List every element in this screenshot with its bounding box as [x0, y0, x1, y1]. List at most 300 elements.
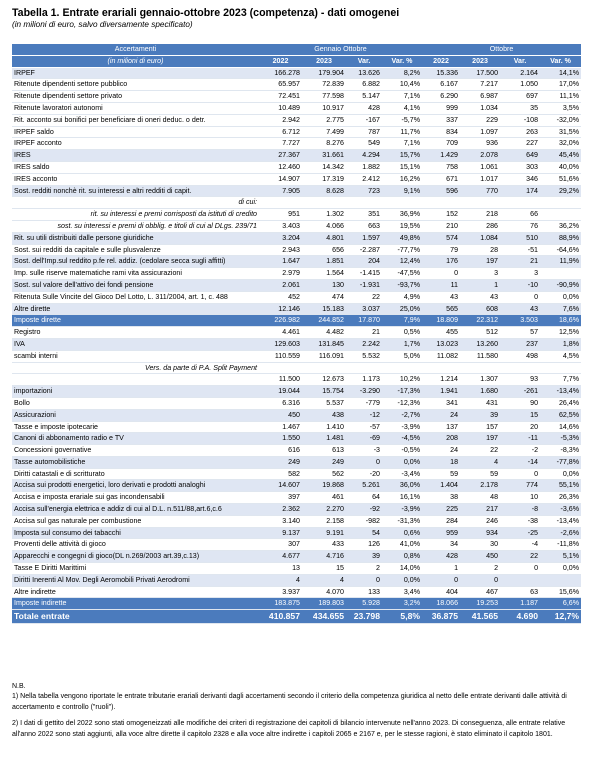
row-value: 1.050 [500, 79, 540, 91]
table-row [12, 539, 581, 551]
row-label: Ritenute dipendenti settore pubblico [12, 79, 259, 91]
row-value: 0,5% [382, 327, 422, 339]
row-value: 14,1% [540, 67, 581, 79]
row-value: 15.336 [422, 67, 460, 79]
row-value: 936 [460, 138, 500, 150]
row-value: 72.839 [302, 79, 346, 91]
table-row [12, 173, 581, 185]
row-value: 0,0% [540, 468, 581, 480]
row-value: 1.214 [422, 374, 460, 386]
row-value: 770 [460, 185, 500, 197]
row-value: 62,5% [540, 409, 581, 421]
row-value: 54 [346, 527, 382, 539]
row-value: 467 [460, 586, 500, 598]
row-value: 656 [302, 244, 346, 256]
note-nb: N.B. [12, 683, 26, 690]
row-value: 951 [259, 209, 302, 221]
row-value: 79 [422, 244, 460, 256]
row-value: 346 [500, 173, 540, 185]
row-value: -167 [346, 114, 382, 126]
row-value: 671 [422, 173, 460, 185]
row-value: 0 [346, 574, 382, 586]
row-value: -13,4% [540, 515, 581, 527]
row-value [540, 197, 581, 209]
row-label: Apparecchi e congegni di gioco(DL n.269/2003 art.39,c.13) [12, 551, 259, 563]
row-label: sost. su interessi e premi di obblig. e titoli di cui al DLgs. 239/71 [12, 220, 259, 232]
row-value: 65.957 [259, 79, 302, 91]
row-value: -31,3% [382, 515, 422, 527]
row-value: 613 [302, 445, 346, 457]
row-value: 93 [500, 374, 540, 386]
row-value: 41,0% [382, 539, 422, 551]
row-value: 34 [422, 539, 460, 551]
row-value: 7.905 [259, 185, 302, 197]
row-value: -20 [346, 468, 382, 480]
row-value: 1.851 [302, 256, 346, 268]
row-value: -77,7% [382, 244, 422, 256]
row-value: 4,1% [382, 102, 422, 114]
row-value: 4.716 [302, 551, 346, 563]
row-value: 709 [422, 138, 460, 150]
row-value: -25 [500, 527, 540, 539]
table-row [12, 386, 581, 398]
table-row [12, 598, 581, 610]
row-value [540, 362, 581, 374]
row-value: 1,7% [382, 338, 422, 350]
header-col: 2022 [259, 55, 302, 67]
row-value: 834 [422, 126, 460, 138]
row-label: Sost. dell'Imp.sul reddito p.fe rel. addiz. (cedolare secca sugli affitti) [12, 256, 259, 268]
row-label: Rit. su utili distribuiti dalle persone giuridiche [12, 232, 259, 244]
row-value: 166.278 [259, 67, 302, 79]
row-value: 2.242 [346, 338, 382, 350]
row-label: Sost. sui redditi da capitale e sulle plusvalenze [12, 244, 259, 256]
row-value: 23.798 [346, 610, 382, 624]
row-label: importazioni [12, 386, 259, 398]
row-value: 3,2% [382, 598, 422, 610]
row-value [540, 574, 581, 586]
row-value: 0,0% [382, 456, 422, 468]
row-value: 10.917 [302, 102, 346, 114]
row-value: 461 [302, 492, 346, 504]
row-value: 4.461 [259, 327, 302, 339]
row-value: 131.845 [302, 338, 346, 350]
row-value: 6.290 [422, 91, 460, 103]
row-label: rit. su interessi e premi corrisposti da istituti di credito [12, 209, 259, 221]
row-value: 28 [460, 244, 500, 256]
row-value [460, 362, 500, 374]
row-value: 11 [422, 279, 460, 291]
row-value: 179.904 [302, 67, 346, 79]
table-row [12, 102, 581, 114]
table-row [12, 445, 581, 457]
row-value: 582 [259, 468, 302, 480]
row-value: 152 [422, 209, 460, 221]
row-value: -4 [500, 539, 540, 551]
row-value: 90 [500, 397, 540, 409]
row-value: -8 [500, 504, 540, 516]
row-value: 2.775 [302, 114, 346, 126]
row-value: -14 [500, 456, 540, 468]
row-value: 13.023 [422, 338, 460, 350]
row-value: 51,6% [540, 173, 581, 185]
row-value: -64,6% [540, 244, 581, 256]
row-value: -5,3% [540, 433, 581, 445]
header-row-groups [12, 44, 581, 55]
row-value: 43 [422, 291, 460, 303]
row-value: 450 [460, 551, 500, 563]
row-value: 307 [259, 539, 302, 551]
row-value [346, 197, 382, 209]
row-value: -38 [500, 515, 540, 527]
row-value: 8,2% [382, 67, 422, 79]
row-value: 0,0% [540, 291, 581, 303]
row-value: 157 [460, 421, 500, 433]
row-value: 303 [500, 161, 540, 173]
row-label: Accisa sul gas naturale per combustione [12, 515, 259, 527]
row-value [500, 362, 540, 374]
table-row [12, 126, 581, 138]
row-value: 284 [422, 515, 460, 527]
row-value [346, 362, 382, 374]
row-value: 9.137 [259, 527, 302, 539]
table-row [12, 209, 581, 221]
table-row [12, 409, 581, 421]
row-value: 126 [346, 539, 382, 551]
row-value: -3 [346, 445, 382, 457]
header-col: Var. [346, 55, 382, 67]
row-value: -8,3% [540, 445, 581, 457]
row-value: -11 [500, 433, 540, 445]
row-value: 137 [422, 421, 460, 433]
row-value: 16,2% [382, 173, 422, 185]
row-value: 562 [302, 468, 346, 480]
row-label: Bollo [12, 397, 259, 409]
row-value: 1.404 [422, 480, 460, 492]
row-value: 5.537 [302, 397, 346, 409]
row-value: 14,0% [382, 563, 422, 575]
row-value: 32,0% [540, 138, 581, 150]
row-value: -779 [346, 397, 382, 409]
row-value: 21 [500, 256, 540, 268]
row-label: Rit. acconto sui bonifici per beneficiare di oneri deduc. o detr. [12, 114, 259, 126]
table-row [12, 468, 581, 480]
row-value [500, 574, 540, 586]
row-value: 4.070 [302, 586, 346, 598]
row-value: 27.367 [259, 150, 302, 162]
table-subtitle: (in milioni di euro, salvo diversamente specificato) [12, 20, 193, 29]
row-value: -3,9% [382, 504, 422, 516]
row-value [259, 362, 302, 374]
row-value: 18.809 [422, 315, 460, 327]
row-label: IRES [12, 150, 259, 162]
row-value: 434.655 [302, 610, 346, 624]
table-row [12, 563, 581, 575]
row-value: 4,9% [382, 291, 422, 303]
row-value: -2,6% [540, 527, 581, 539]
row-value: -1.415 [346, 268, 382, 280]
row-value: -77,8% [540, 456, 581, 468]
row-value: 337 [422, 114, 460, 126]
row-value: 999 [422, 102, 460, 114]
row-value: -57 [346, 421, 382, 433]
row-label: IRES saldo [12, 161, 259, 173]
row-value: 433 [302, 539, 346, 551]
row-value: 10.489 [259, 102, 302, 114]
row-value: 19.868 [302, 480, 346, 492]
table-row [12, 350, 581, 362]
row-value: 76 [500, 220, 540, 232]
row-value: 7.727 [259, 138, 302, 150]
row-value: 21 [346, 327, 382, 339]
row-label: IRPEF acconto [12, 138, 259, 150]
row-value: 1.097 [460, 126, 500, 138]
row-value: 1 [422, 563, 460, 575]
row-value [460, 197, 500, 209]
row-value: 787 [346, 126, 382, 138]
row-value: 2.078 [460, 150, 500, 162]
row-value: 8.276 [302, 138, 346, 150]
row-label: Ritenuta Sulle Vincite del Gioco Del Lotto, L. 311/2004, art. 1, c. 488 [12, 291, 259, 303]
header-group-gennaio-ottobre: Gennaio Ottobre [259, 44, 422, 55]
row-value: -92 [346, 504, 382, 516]
row-label: Ritenute dipendenti settore privato [12, 91, 259, 103]
row-value: -12,3% [382, 397, 422, 409]
row-value: -13,4% [540, 386, 581, 398]
row-value: 1.467 [259, 421, 302, 433]
row-value: 4,5% [540, 350, 581, 362]
row-value: 246 [460, 515, 500, 527]
row-value: 450 [259, 409, 302, 421]
row-value: 11,1% [540, 91, 581, 103]
row-value: 0,0% [540, 563, 581, 575]
row-label: Diritti Inerenti Al Mov. Degli Aeromobili Privati Aerodromi [12, 574, 259, 586]
row-value: 9.191 [302, 527, 346, 539]
row-value: -12 [346, 409, 382, 421]
row-value: 663 [346, 220, 382, 232]
row-value: 237 [500, 338, 540, 350]
row-value: 38 [422, 492, 460, 504]
row-value: 3.937 [259, 586, 302, 598]
row-label: Imposte indirette [12, 598, 259, 610]
note-1: 1) Nella tabella vengono riportate le entrate tributarie erariali derivanti dagli accertamenti secondo il criterio della competenza giuridica al netto delle entrate derivanti dalle attività di accertamento e controllo ("ruoli"). [12, 693, 567, 711]
table-row [12, 150, 581, 162]
row-value: -11,8% [540, 539, 581, 551]
row-value [382, 362, 422, 374]
row-value: 5,1% [540, 551, 581, 563]
row-value: 17.870 [346, 315, 382, 327]
table-row [12, 492, 581, 504]
row-value: 4 [259, 574, 302, 586]
row-value: 9,1% [382, 185, 422, 197]
row-value: 43 [500, 303, 540, 315]
row-value: 4.677 [259, 551, 302, 563]
row-value: 11.082 [422, 350, 460, 362]
row-value: 5.261 [346, 480, 382, 492]
row-value: 0 [460, 574, 500, 586]
row-value [422, 197, 460, 209]
row-label: Vers. da parte di P.A. Split Payment [12, 362, 259, 374]
row-value: 8.628 [302, 185, 346, 197]
row-value: 1.307 [460, 374, 500, 386]
row-value: 22 [346, 291, 382, 303]
row-label: IRPEF [12, 67, 259, 79]
table-row [12, 527, 581, 539]
row-value: 6.712 [259, 126, 302, 138]
row-value: 49,8% [382, 232, 422, 244]
row-value: -108 [500, 114, 540, 126]
row-value: 4.482 [302, 327, 346, 339]
row-value: 72.451 [259, 91, 302, 103]
row-value: 189.803 [302, 598, 346, 610]
header-col: 2022 [422, 55, 460, 67]
table-row [12, 291, 581, 303]
row-value: 20 [500, 421, 540, 433]
table-row [12, 67, 581, 79]
row-value: 1.429 [422, 150, 460, 162]
table-row [12, 315, 581, 327]
row-label: Assicurazioni [12, 409, 259, 421]
row-value: 6,6% [540, 598, 581, 610]
row-value: 1.034 [460, 102, 500, 114]
row-value: 3.503 [500, 315, 540, 327]
row-value: 2.158 [302, 515, 346, 527]
row-value: 43 [460, 291, 500, 303]
row-value: 596 [422, 185, 460, 197]
table-row [12, 161, 581, 173]
row-value: 35 [500, 102, 540, 114]
row-value: 10,2% [382, 374, 422, 386]
table-row [12, 586, 581, 598]
row-label: Concessioni governative [12, 445, 259, 457]
row-value: 6.987 [460, 91, 500, 103]
table-row [12, 256, 581, 268]
row-value: 2.942 [259, 114, 302, 126]
row-label: Altre indirette [12, 586, 259, 598]
row-label: Accisa sull'energia elettrica e addiz di cui al D.L. n.511/88,art.6,c.6 [12, 504, 259, 516]
row-value: 3.140 [259, 515, 302, 527]
row-value: 7,9% [382, 315, 422, 327]
row-value: 498 [500, 350, 540, 362]
row-value: 3.403 [259, 220, 302, 232]
row-value: 1.302 [302, 209, 346, 221]
row-label: Imp. sulle riserve matematiche rami vita assicurazioni [12, 268, 259, 280]
row-value: -69 [346, 433, 382, 445]
table-row [12, 515, 581, 527]
row-value: 2.178 [460, 480, 500, 492]
row-value: 1.173 [346, 374, 382, 386]
row-value: 18 [422, 456, 460, 468]
row-value: 565 [422, 303, 460, 315]
row-label [12, 374, 259, 386]
row-value: 4 [302, 574, 346, 586]
row-value: 24 [422, 409, 460, 421]
row-value: 7,1% [382, 91, 422, 103]
row-value: 1.187 [500, 598, 540, 610]
row-value: 197 [460, 433, 500, 445]
row-value: 4.066 [302, 220, 346, 232]
header-group-ottobre: Ottobre [422, 44, 581, 55]
table-row [12, 232, 581, 244]
row-value: 77.598 [302, 91, 346, 103]
row-value: 428 [422, 551, 460, 563]
table-row [12, 220, 581, 232]
row-value: 1.882 [346, 161, 382, 173]
row-value: -32,0% [540, 114, 581, 126]
row-value: 218 [460, 209, 500, 221]
table-row [12, 421, 581, 433]
row-value: 15 [302, 563, 346, 575]
row-value: 2.979 [259, 268, 302, 280]
row-value: 0 [346, 456, 382, 468]
row-value: 174 [500, 185, 540, 197]
row-value: 0,8% [382, 551, 422, 563]
table-row [12, 327, 581, 339]
header-col: 2023 [302, 55, 346, 67]
row-value: 59 [422, 468, 460, 480]
row-value: 2.270 [302, 504, 346, 516]
row-value: 244.852 [302, 315, 346, 327]
table-row [12, 79, 581, 91]
row-value: 17.500 [460, 67, 500, 79]
row-value: 225 [422, 504, 460, 516]
row-value: 11.500 [259, 374, 302, 386]
row-value: -3.290 [346, 386, 382, 398]
row-value: 0,0% [382, 574, 422, 586]
row-value: 6.167 [422, 79, 460, 91]
row-value: 608 [460, 303, 500, 315]
row-value: 3 [460, 268, 500, 280]
row-value: 3.204 [259, 232, 302, 244]
row-value: 0 [422, 574, 460, 586]
row-value: 2 [460, 563, 500, 575]
row-value: 4 [460, 456, 500, 468]
row-value: 63 [500, 586, 540, 598]
row-value: 12.673 [302, 374, 346, 386]
row-value: 6.316 [259, 397, 302, 409]
table-row [12, 397, 581, 409]
row-value: 64 [346, 492, 382, 504]
row-label: Sost. redditi nonchè rit. su interessi e altri redditi di capit. [12, 185, 259, 197]
row-value: 12,4% [382, 256, 422, 268]
row-label: Registro [12, 327, 259, 339]
row-value: -90,9% [540, 279, 581, 291]
row-value [540, 268, 581, 280]
row-value: 15 [500, 409, 540, 421]
row-value: 14,6% [540, 421, 581, 433]
row-value: 18.066 [422, 598, 460, 610]
row-label: Tasse E Diritti Marittimi [12, 563, 259, 575]
row-value: 30 [460, 539, 500, 551]
table-row [12, 268, 581, 280]
row-value: 31.661 [302, 150, 346, 162]
row-value: 19.253 [460, 598, 500, 610]
table-row [12, 138, 581, 150]
row-label: IVA [12, 338, 259, 350]
row-value: 217 [460, 504, 500, 516]
row-value: 5,0% [382, 350, 422, 362]
row-label: scambi interni [12, 350, 259, 362]
row-value: 959 [422, 527, 460, 539]
row-label: di cui: [12, 197, 259, 209]
row-value: 2 [346, 563, 382, 575]
row-value: 0 [500, 563, 540, 575]
row-value: 341 [422, 397, 460, 409]
row-value: 12.146 [259, 303, 302, 315]
row-value: 1.680 [460, 386, 500, 398]
row-value: 4.801 [302, 232, 346, 244]
row-value: 40,0% [540, 161, 581, 173]
